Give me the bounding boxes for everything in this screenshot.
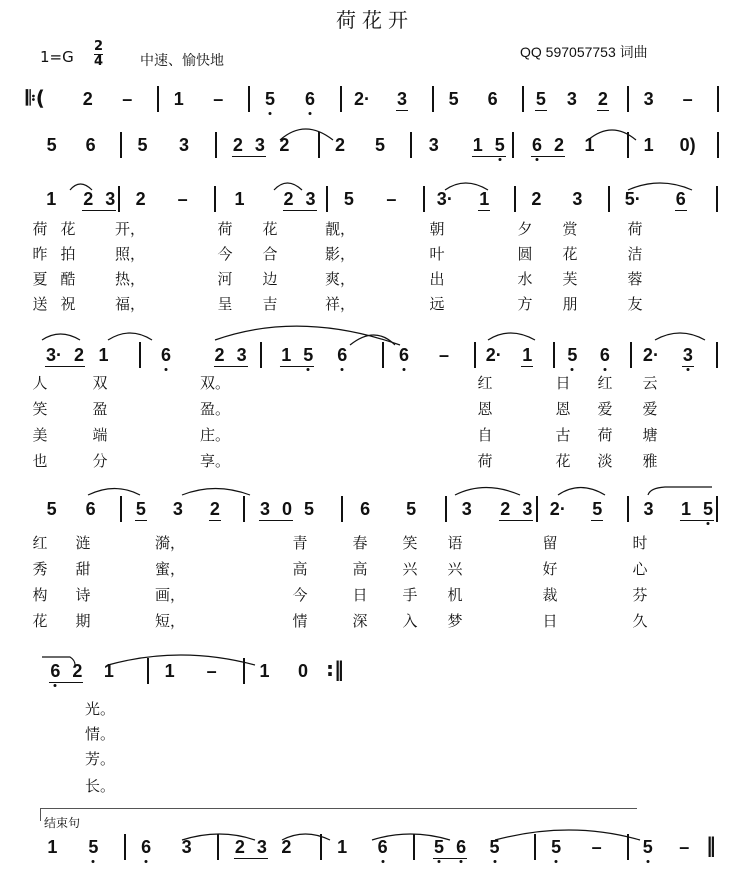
note: 1 — [98, 345, 109, 365]
lyric-char: 夕 — [517, 220, 533, 238]
note: 3 — [396, 89, 408, 109]
note: 2· — [549, 499, 566, 519]
note: 5 — [343, 189, 354, 209]
note: – — [682, 89, 693, 109]
note: 3 — [305, 189, 316, 209]
lyric-char: 双 — [92, 374, 108, 392]
barline — [320, 834, 322, 860]
lyric-char: 荷 — [217, 220, 233, 238]
barline — [120, 496, 122, 522]
lyric-char: 开， — [114, 220, 146, 238]
note: 2· — [353, 89, 371, 109]
underlined-group — [680, 498, 714, 521]
barline — [217, 834, 219, 860]
lyric-char: 构 — [32, 586, 48, 604]
lyric-char: 拍 — [60, 245, 76, 263]
lyric-char: 笑 — [32, 400, 48, 418]
underlined-group — [209, 498, 221, 521]
lyric-char: 祥， — [324, 295, 356, 313]
barline — [124, 834, 126, 860]
note: 2 — [209, 499, 220, 519]
lyric-char: 照， — [114, 245, 146, 263]
underlined-group — [49, 660, 83, 683]
barline — [717, 86, 719, 112]
barline — [716, 186, 718, 212]
note: 5 — [494, 135, 505, 155]
barline — [608, 186, 610, 212]
note: 3 — [236, 345, 247, 365]
note: 5 — [702, 499, 713, 519]
note: 2 — [597, 89, 608, 109]
note: 6 — [141, 837, 152, 857]
barline — [120, 132, 122, 158]
note: 6 — [487, 89, 498, 109]
lyric-char: 影， — [324, 245, 356, 263]
lyric-char: 兴 — [447, 560, 463, 578]
note: 1 — [584, 135, 595, 155]
note: 3 — [643, 89, 654, 109]
underlined-group — [280, 344, 314, 367]
note: 5· — [624, 189, 641, 209]
barline — [147, 658, 149, 684]
barline — [318, 132, 320, 158]
lyric-char: 短， — [154, 612, 186, 630]
lyric-char: 自 — [477, 426, 493, 444]
barline — [248, 86, 250, 112]
lyric-char: 荷 — [597, 426, 613, 444]
note: 6 — [337, 345, 348, 365]
repeat-start: 𝄆( — [26, 86, 45, 110]
lyric-char: 日 — [352, 586, 368, 604]
note: 5 — [304, 499, 315, 519]
note: 5 — [551, 837, 562, 857]
lyric-char: 边 — [262, 270, 278, 288]
time-top: 2 — [94, 39, 104, 54]
note: 6 — [675, 189, 686, 209]
underlined-group — [282, 188, 316, 211]
barline — [413, 834, 415, 860]
lyric-char: 福， — [114, 295, 146, 313]
barline — [326, 186, 328, 212]
barline — [118, 186, 120, 212]
barline — [410, 132, 412, 158]
lyric-char: 光。 — [84, 700, 116, 718]
author-credit: QQ 597057753 词曲 — [520, 44, 648, 60]
lyric-char: 水 — [517, 270, 533, 288]
note: 3 — [254, 135, 265, 155]
barline — [627, 834, 629, 860]
lyric-char: 祝 — [60, 295, 76, 313]
note: – — [213, 89, 224, 109]
note: 6 — [161, 345, 172, 365]
note: 5 — [137, 135, 148, 155]
lyric-char: 情。 — [84, 725, 116, 743]
note: 5 — [303, 345, 314, 365]
lyric-char: 爱 — [597, 400, 613, 418]
lyric-char: 圆 — [517, 245, 533, 263]
note: – — [122, 89, 133, 109]
note: 3 — [181, 837, 192, 857]
lyric-char: 时 — [632, 534, 648, 552]
underlined-group — [591, 498, 603, 521]
note: 2 — [279, 135, 290, 155]
underlined-group — [135, 498, 147, 521]
lyric-char: 荷 — [477, 452, 493, 470]
lyric-char: 爱 — [642, 400, 658, 418]
lyric-char: 期 — [75, 612, 91, 630]
lyric-char: 花 — [262, 220, 278, 238]
lyric-char: 送 — [32, 295, 48, 313]
lyric-char: 呈 — [217, 295, 233, 313]
barline — [630, 342, 632, 368]
lyric-char: 红 — [32, 534, 48, 552]
lyric-char: 荷 — [32, 220, 48, 238]
note: 3· — [436, 189, 453, 209]
lyric-char: 红 — [597, 374, 613, 392]
note: 3 — [572, 189, 583, 209]
note: 0 — [297, 661, 308, 681]
barline — [157, 86, 159, 112]
note: 6 — [377, 837, 388, 857]
note: 2 — [531, 189, 542, 209]
note: 5 — [46, 135, 57, 155]
note: 1 — [47, 837, 58, 857]
lyric-char: 手 — [402, 586, 418, 604]
lyric-char: 诗 — [75, 586, 91, 604]
note: 1 — [234, 189, 245, 209]
note: 2 — [232, 135, 243, 155]
barline — [553, 342, 555, 368]
barline — [534, 834, 536, 860]
barline — [522, 86, 524, 112]
lyric-char: 日 — [555, 374, 571, 392]
barline — [716, 342, 718, 368]
end-barline: ‖ — [706, 833, 716, 857]
barline — [445, 496, 447, 522]
barline — [382, 342, 384, 368]
note: – — [206, 661, 217, 681]
underlined-group — [521, 344, 533, 367]
lyric-char: 梦 — [447, 612, 463, 630]
lyric-char: 庄。 — [199, 426, 231, 444]
end-barline: :‖ — [326, 657, 344, 681]
lyric-char: 云 — [642, 374, 658, 392]
lyric-char: 雅 — [642, 452, 658, 470]
underlined-group — [82, 188, 116, 211]
lyric-char: 盈 — [92, 400, 108, 418]
note: 1 — [46, 189, 57, 209]
lyric-char: 荷 — [627, 220, 643, 238]
note: 5 — [592, 499, 603, 519]
note: 1 — [680, 499, 691, 519]
ending-label: 结束句 — [44, 816, 81, 830]
lyric-char: 洁 — [627, 245, 643, 263]
lyric-char: 机 — [447, 586, 463, 604]
note: 1 — [281, 345, 292, 365]
note: 1 — [173, 89, 184, 109]
note: 3 — [461, 499, 472, 519]
lyric-char: 河 — [217, 270, 233, 288]
lyric-char: 花 — [562, 245, 578, 263]
lyric-char: 久 — [632, 612, 648, 630]
underlined-group — [597, 88, 609, 111]
barline — [139, 342, 141, 368]
note: 5 — [46, 499, 57, 519]
lyric-char: 端 — [92, 426, 108, 444]
underlined-group — [675, 188, 687, 211]
note: 5 — [535, 89, 546, 109]
note: 2 — [135, 189, 146, 209]
barline — [215, 132, 217, 158]
barline — [340, 86, 342, 112]
note: 6 — [85, 499, 96, 519]
lyric-char: 兴 — [402, 560, 418, 578]
song-title: 荷花开 — [336, 8, 414, 32]
note: 3· — [45, 345, 62, 365]
lyric-char: 赏 — [562, 220, 578, 238]
note: 1 — [479, 189, 490, 209]
underlined-group — [499, 498, 533, 521]
lyric-char: 朝 — [429, 220, 445, 238]
note: 1 — [164, 661, 175, 681]
lyric-char: 热， — [114, 270, 146, 288]
underlined-group — [259, 498, 293, 521]
lyric-char: 留 — [542, 534, 558, 552]
underlined-group — [433, 836, 467, 859]
note: – — [177, 189, 188, 209]
barline — [536, 496, 538, 522]
note: 2· — [485, 345, 502, 365]
barline — [717, 132, 719, 158]
note: 2 — [214, 345, 225, 365]
lyric-char: 爽， — [324, 270, 356, 288]
lyric-char: 方 — [517, 295, 533, 313]
note: 1 — [472, 135, 483, 155]
note: 3 — [172, 499, 183, 519]
lyric-char: 酷 — [60, 270, 76, 288]
underlined-group — [396, 88, 408, 111]
underlined-group — [234, 836, 268, 859]
barline — [627, 496, 629, 522]
lyric-char: 恩 — [555, 400, 571, 418]
note: 5 — [642, 837, 653, 857]
lyric-char: 恩 — [477, 400, 493, 418]
barline — [243, 496, 245, 522]
note: 5 — [567, 345, 578, 365]
key-signature: 1=G — [40, 48, 74, 66]
note: 2 — [283, 189, 294, 209]
lyric-char: 好 — [542, 560, 558, 578]
note: 5 — [489, 837, 500, 857]
underlined-group — [682, 344, 694, 367]
lyric-char: 人 — [32, 374, 48, 392]
underlined-group — [232, 134, 266, 157]
note: 2 — [73, 345, 84, 365]
lyric-char: 友 — [627, 295, 643, 313]
underlined-group — [214, 344, 248, 367]
note: 6 — [85, 135, 96, 155]
lyric-char: 今 — [292, 586, 308, 604]
lyric-char: 芬 — [632, 586, 648, 604]
barline — [260, 342, 262, 368]
lyric-char: 双。 — [199, 374, 231, 392]
lyric-char: 心 — [632, 560, 648, 578]
note: 6 — [304, 89, 316, 109]
lyric-char: 也 — [32, 452, 48, 470]
note: 2 — [281, 837, 292, 857]
note: 3 — [643, 499, 654, 519]
note: 2 — [234, 837, 245, 857]
lyric-char: 古 — [555, 426, 571, 444]
note: 2 — [82, 89, 93, 109]
note: 5 — [88, 837, 99, 857]
barline — [627, 132, 629, 158]
lyric-char: 出 — [429, 270, 445, 288]
lyric-char: 语 — [447, 534, 463, 552]
note: 2 — [83, 189, 94, 209]
lyric-char: 享。 — [199, 452, 231, 470]
lyric-char: 朋 — [562, 295, 578, 313]
lyric-char: 画， — [154, 586, 186, 604]
note: 3 — [682, 345, 693, 365]
lyric-char: 春 — [352, 534, 368, 552]
note: 6 — [599, 345, 610, 365]
note: 1 — [259, 661, 270, 681]
note: 2 — [500, 499, 511, 519]
note: 5 — [135, 499, 146, 519]
lyric-char: 今 — [217, 245, 233, 263]
note: 5 — [374, 135, 386, 155]
barline — [512, 132, 514, 158]
lyric-char: 美 — [32, 426, 48, 444]
note: 3 — [179, 135, 190, 155]
lyric-char: 蜜， — [154, 560, 186, 578]
note: 1 — [337, 837, 348, 857]
lyric-char: 昨 — [32, 245, 48, 263]
lyric-char: 长。 — [84, 777, 116, 795]
note: 5 — [448, 89, 459, 109]
lyric-char: 涟 — [75, 534, 91, 552]
lyric-char: 叶 — [429, 245, 445, 263]
note: – — [386, 189, 397, 209]
lyric-char: 秀 — [32, 560, 48, 578]
underlined-group — [472, 134, 506, 157]
note: 2· — [642, 345, 659, 365]
lyric-char: 远 — [429, 295, 445, 313]
lyric-char: 蓉 — [627, 270, 643, 288]
note: 1 — [103, 661, 114, 681]
barline — [716, 496, 718, 522]
lyric-char: 高 — [352, 560, 368, 578]
note: 3 — [428, 135, 439, 155]
lyric-char: 合 — [262, 245, 278, 263]
lyric-char: 裁 — [542, 586, 558, 604]
lyric-char: 高 — [292, 560, 308, 578]
lyric-char: 芳。 — [84, 750, 116, 768]
tempo-marking: 中速、愉快地 — [140, 53, 224, 69]
time-bottom: 4 — [94, 54, 104, 69]
note: 6 — [532, 135, 543, 155]
note: 2 — [554, 135, 565, 155]
lyric-char: 情 — [292, 612, 308, 630]
lyric-char: 花 — [555, 452, 571, 470]
note: – — [679, 837, 690, 857]
note: 0) — [679, 135, 696, 155]
lyric-char: 深 — [352, 612, 368, 630]
note: 5 — [264, 89, 276, 109]
underlined-group — [478, 188, 490, 211]
lyric-char: 漪， — [154, 534, 186, 552]
lyric-char: 盈。 — [199, 400, 231, 418]
lyric-char: 笑 — [402, 534, 418, 552]
lyric-char: 花 — [60, 220, 76, 238]
note: 2 — [334, 135, 346, 155]
underlined-group — [45, 344, 85, 367]
lyric-char: 吉 — [262, 295, 278, 313]
lyric-char: 日 — [542, 612, 558, 630]
note: 1 — [643, 135, 654, 155]
underlined-group — [531, 134, 565, 157]
note: 0 — [282, 499, 293, 519]
lyric-char: 青 — [292, 534, 308, 552]
note: – — [438, 345, 450, 365]
lyric-char: 靓， — [324, 220, 356, 238]
lyric-char: 塘 — [642, 426, 658, 444]
note: 6 — [50, 661, 61, 681]
lyric-char: 花 — [32, 612, 48, 630]
note: – — [591, 837, 602, 857]
barline — [432, 86, 434, 112]
note: 3 — [566, 89, 577, 109]
lyric-char: 入 — [402, 612, 418, 630]
note: 3 — [260, 499, 271, 519]
note: 1 — [522, 345, 533, 365]
note: 2 — [72, 661, 83, 681]
barline — [341, 496, 343, 522]
note: 5 — [434, 837, 445, 857]
underlined-group — [535, 88, 547, 111]
note: 6 — [398, 345, 410, 365]
barline — [214, 186, 216, 212]
barline — [423, 186, 425, 212]
note: 3 — [105, 189, 116, 209]
note: 3 — [522, 499, 533, 519]
lyric-char: 分 — [92, 452, 108, 470]
note: 3 — [256, 837, 267, 857]
lyric-char: 芙 — [562, 270, 578, 288]
note: 5 — [406, 499, 417, 519]
lyric-char: 甜 — [75, 560, 91, 578]
barline — [243, 658, 245, 684]
note: 6 — [360, 499, 371, 519]
note: 6 — [456, 837, 467, 857]
barline — [474, 342, 476, 368]
lyric-char: 淡 — [597, 452, 613, 470]
lyric-char: 夏 — [32, 270, 48, 288]
lyric-char: 红 — [477, 374, 493, 392]
barline — [514, 186, 516, 212]
barline — [627, 86, 629, 112]
